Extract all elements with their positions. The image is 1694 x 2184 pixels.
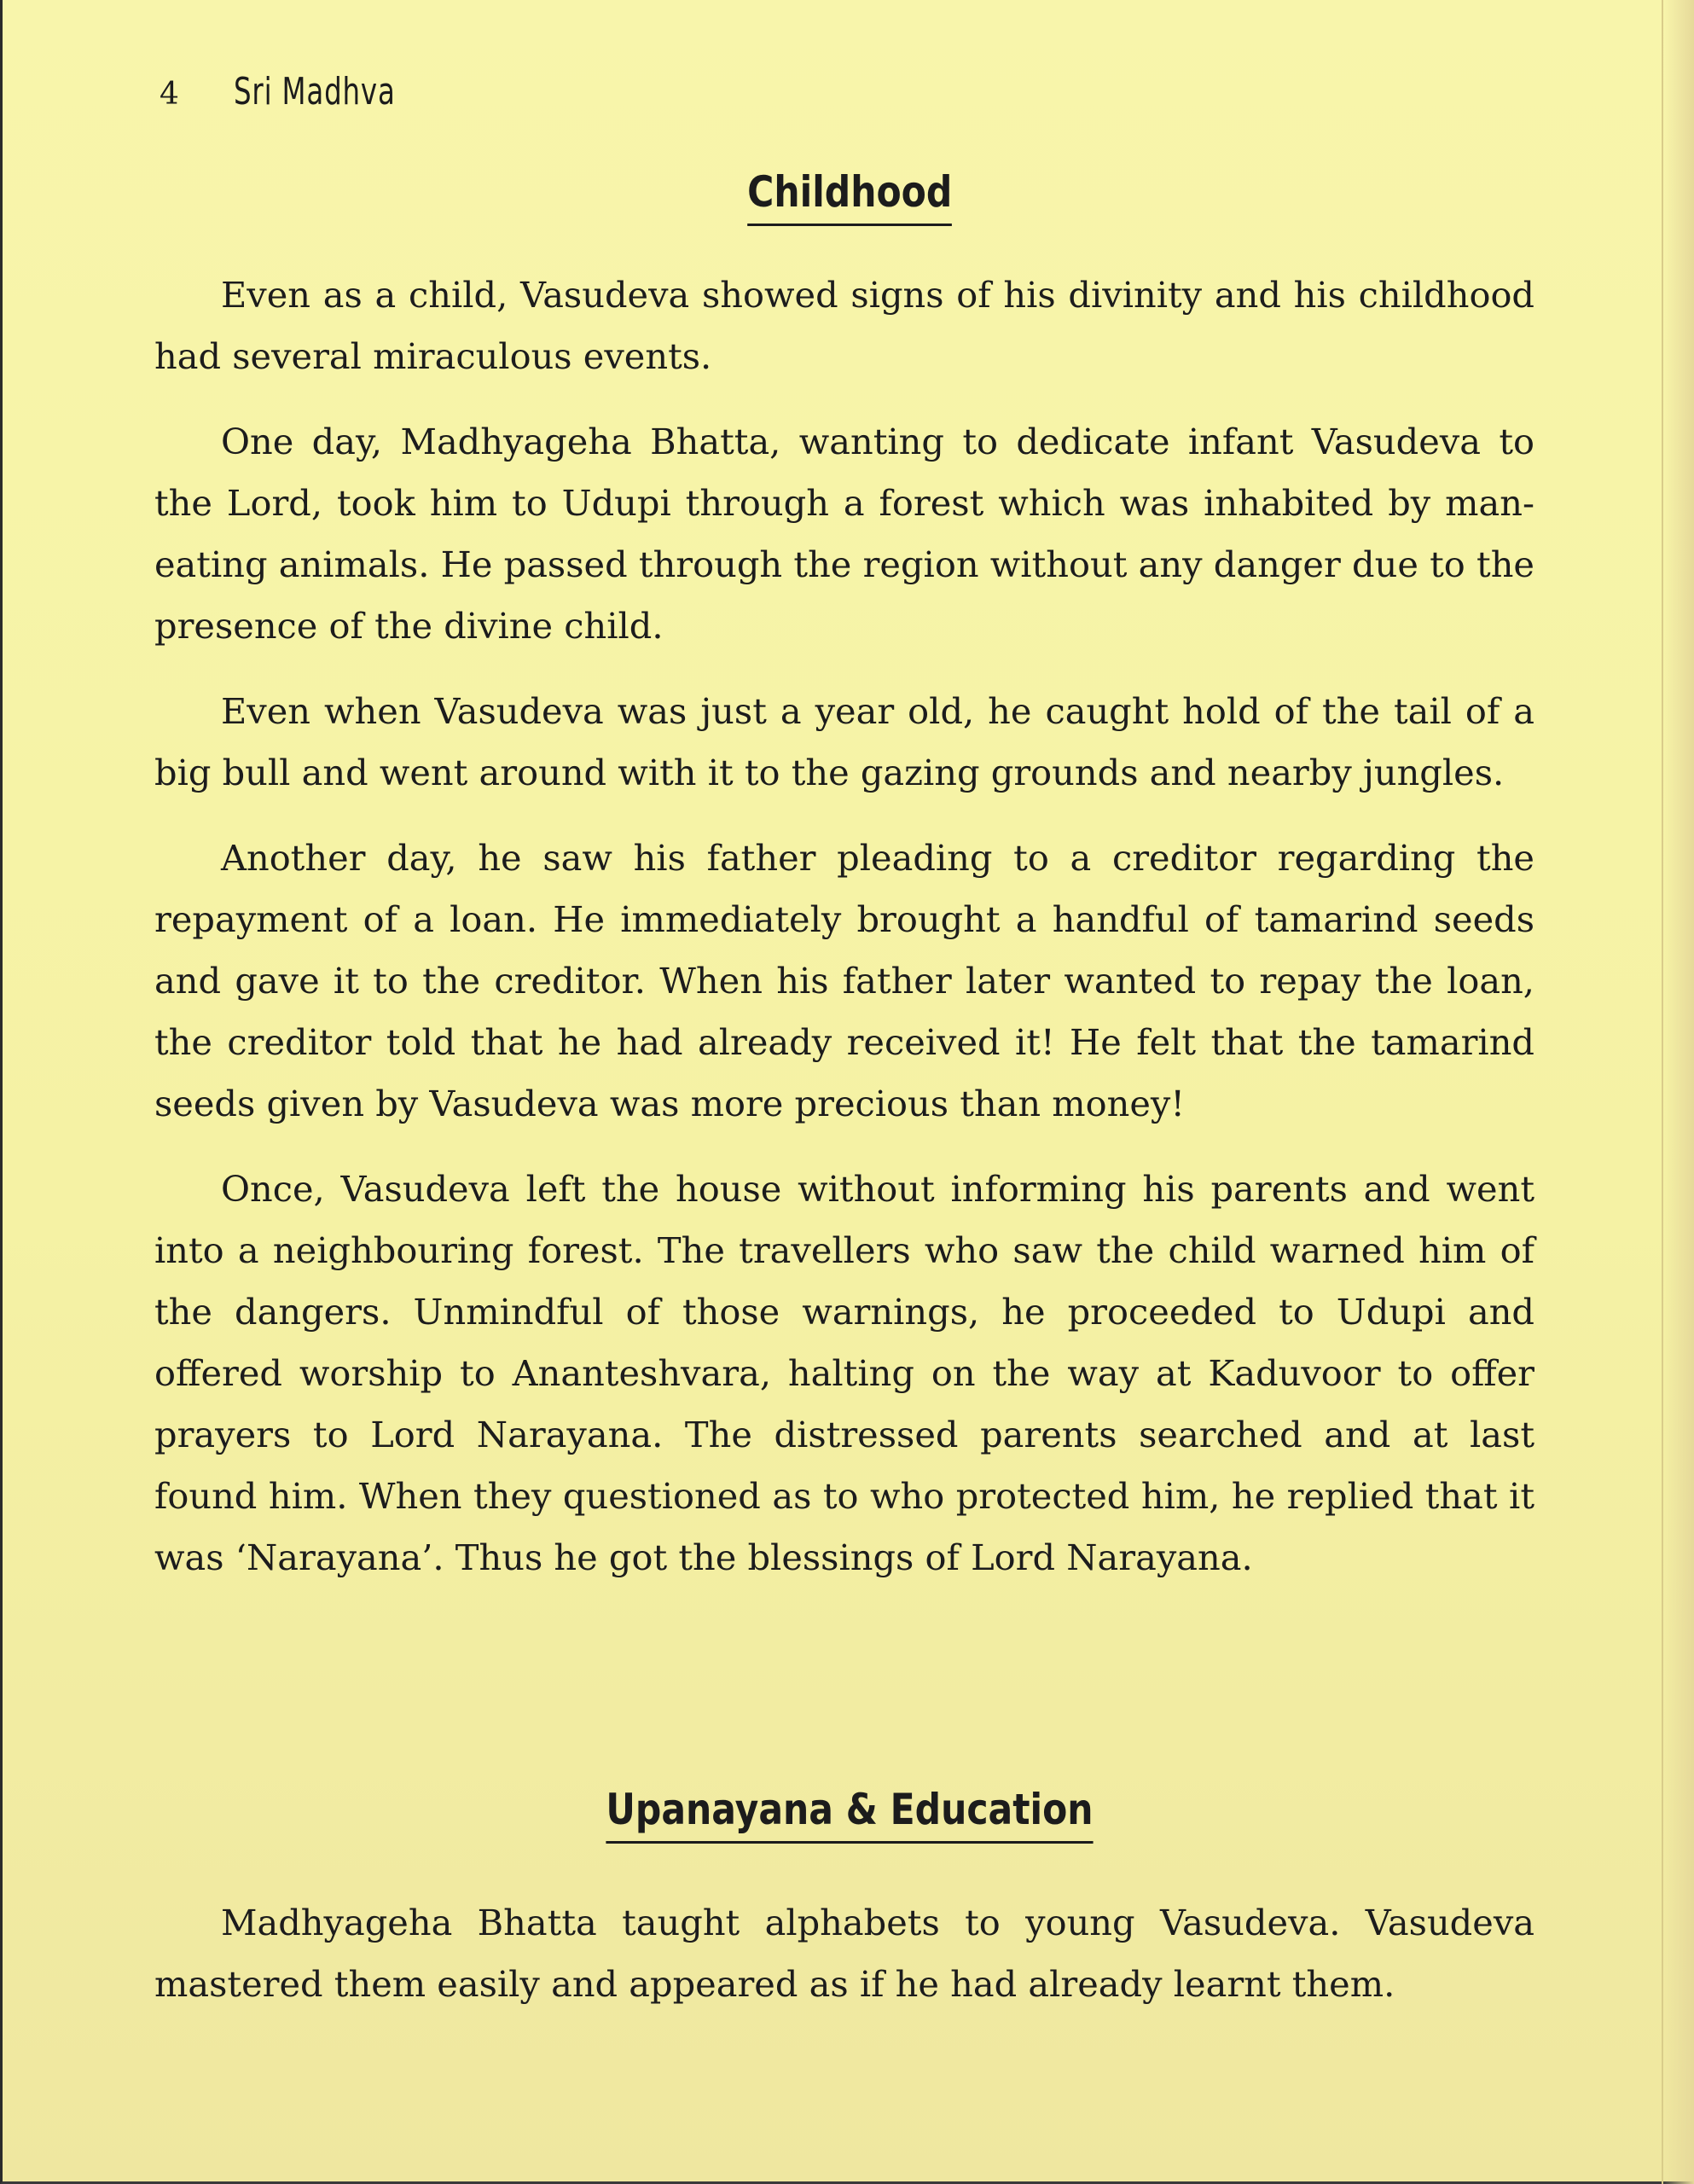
book-title: Sri Madhva [233,70,396,113]
running-head [160,70,431,121]
section-body-childhood [154,264,1534,1612]
section-heading-childhood [3,167,1694,226]
paragraph: Even as a child, Vasudeva showed signs of his divinity and his childhood had several miraculous events. [154,274,1534,377]
section-heading-upanayana [3,1785,1694,1844]
paragraph: Another day, he saw his father pleading to a creditor regarding the repayment of a loan. He immediately brought a handful of tamarind seeds and gave it to the creditor. When his father later wanted to repay the loan, the creditor told that he had already received it! He felt that the tamarind seeds given by Vasudeva was more precious than money! [154,837,1534,1124]
section-body-upanayana [154,1892,1534,2039]
section-heading-text: Upanayana & Education [606,1785,1093,1844]
paragraph: Once, Vasudeva left the house without informing his parents and went into a neighbouring forest. The travellers who saw the child warned him of the dangers. Unmindful of those warnings, he proceeded to Udupi and offered worship to Ananteshvara, halting on the way at Kaduvoor to offer prayers to Lord Narayana. The distressed parents searched and at last found him. When they questioned as to who protected him, he replied that it was ‘Narayana’. Thus he got the blessings of Lord Narayana. [154,1168,1534,1578]
section-heading-text: Childhood [747,167,952,226]
paragraph: Madhyageha Bhatta taught alphabets to young Vasudeva. Vasudeva mastered them easily and appeared as if he had already learnt them. [154,1902,1534,2005]
paragraph: One day, Madhyageha Bhatta, wanting to dedicate infant Vasudeva to the Lord, took him to Udupi through a forest which was inhabited by man-eating animals. He passed through the region without any danger due to the presence of the divine child. [154,421,1534,647]
paragraph: Even when Vasudeva was just a year old, he caught hold of the tail of a big bull and went around with it to the gazing grounds and nearby jungles. [154,690,1534,793]
page-number: 4 [160,77,179,112]
page-edge-shadow [1662,0,1694,2184]
